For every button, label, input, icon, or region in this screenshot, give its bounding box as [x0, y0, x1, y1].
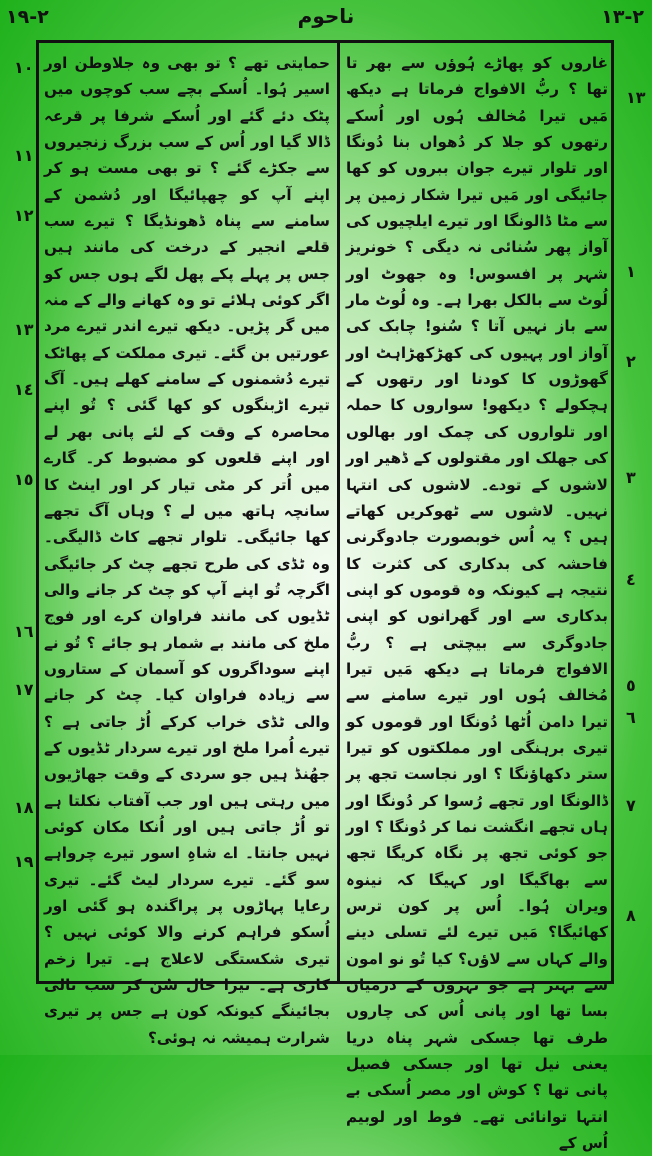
verse-number-left: ١٦ [14, 622, 34, 641]
verse-number-left: ١٣ [14, 320, 34, 339]
column-divider [337, 40, 340, 984]
verse-number-left: ١٠ [14, 58, 34, 77]
verse-number-left: ١٧ [14, 680, 34, 699]
left-column-text: حمایتی تھے ؟ تو بھی وہ جلاوطن اور اسیر ہُوا۔ اُسکے بچے سب کوچوں میں پٹک دئے گئے اور اُسکے شرفا پر قرعہ ڈالا گیا اور اُس کے سب بزرگ زنجیروں سے جکڑے گئے ؟ تو بھی مست ہو کر اپنے آپ کو چھپائیگا اور دُشمن کے سامنے سے پناہ ڈھونڈیگا ؟ تیرے سب قلعے انجیر کے درخت کی مانند ہیں جس پر پہلے پکے پھل لگے ہوں جس کو اگر کوئی ہلائے تو وہ کھانے والے کے منہ میں گر پڑیں۔ دیکھ تیرے اندر تیرے مرد عورتیں بن گئے۔ تیری مملکت کے پھاٹک تیرے دُشمنوں کے سامنے کھلے ہیں۔ آگ تیرے اڑبنگوں کو کھا گئی ؟ تُو اپنے محاصرہ کے وقت کے لئے پانی بھر لے اور اپنے قلعوں کو مضبوط کر۔ گارے میں اُتر کر مٹی تیار کر اور اینٹ کا سانچہ ہاتھ میں لے ؟ وہاں آگ تجھے کھا جائیگی۔ تلوار تجھے کاٹ ڈالیگی۔ وہ ٹڈی کی طرح تجھے چٹ کر جائیگی اگرچہ تُو اپنے آپ کو چٹ کر جانے والی ٹڈیوں کی مانند فراوان کرے اور فوج ملخ کی مانند بے شمار ہو جائے ؟ تُو نے اپنے سوداگروں کو آسمان کے ستاروں سے زیادہ فراوان کیا۔ چٹ کر جانے والی ٹڈی خراب کرکے اُڑ جاتی ہے ؟ تیرے اُمرا ملخ اور تیرے سردار ٹڈیوں کے جھُنڈ ہیں جو سردی کے وقت جھاڑیوں میں رہتی ہیں اور جب آفتاب نکلتا ہے تو اُڑ جاتی ہیں اور اُنکا مکان کوئی نہیں جانتا۔ اے شاہِ اسور تیرے چرواہے سو گئے۔ تیرے سردار لیٹ گئے۔ تیری رعایا پہاڑوں پر پراگندہ ہو گئی اور اُسکو فراہم کرنے والا کوئی نہیں ؟ تیری شکستگی لاعلاج ہے۔ تیرا زخم کاری ہے۔ تیرا حال سُن کر سب تالی بجائینگے کیونکہ کون ہے جس پر تیری شرارت ہمیشہ نہ ہوئی؟ [44, 54, 330, 1047]
verse-number-right: ٨ [626, 906, 636, 925]
verse-number-right: ٦ [626, 708, 636, 727]
verse-number-right: ٧ [626, 796, 636, 815]
verse-number-left: ١٥ [14, 470, 34, 489]
verse-number-right: ١٣ [626, 88, 646, 107]
verse-number-right: ٥ [626, 676, 636, 695]
verse-number-right: ٤ [626, 570, 636, 589]
verse-number-left: ١٨ [14, 798, 34, 817]
right-column [346, 50, 608, 1156]
verse-number-left: ١١ [14, 146, 34, 165]
verse-number-left: ١٢ [14, 206, 34, 225]
verse-number-left: ١٩ [14, 852, 34, 871]
verse-number-right: ١ [626, 262, 636, 281]
right-column-text: غاروں کو پھاڑے ہُوؤں سے بھر تا تھا ؟ ربُّ الافواج فرماتا ہے دیکھ مَیں تیرا مُخالف ہُوں اور اُسکے رتھوں کو جلا کر دُھواں بنا دُونگا اور تلوار تیرے جوان ببروں کو کھا جائیگی اور مَیں تیرا شکار زمین پر سے مٹا ڈالونگا اور تیرے ایلچیوں کی آواز پھر سُنائی نہ دیگی ؟ خونریز شہر پر افسوس! وہ جھوٹ اور لُوٹ سے بالکل بھرا ہے۔ وہ لُوٹ مار سے باز نہیں آتا ؟ سُنو! چابک کی آواز اور پہیوں کی کھڑکھڑاہٹ اور گھوڑوں کا کودنا اور رتھوں کے ہچکولے ؟ دیکھو! سواروں کا حملہ اور تلواروں کی چمک اور بھالوں کی جھلک اور مقتولوں کے ڈھیر اور لاشوں کے تودے۔ لاشوں کی انتہا نہیں۔ لاشوں سے ٹھوکریں کھاتے ہیں ؟ یہ اُس خوبصورت جادوگرنی فاحشہ کی بدکاری کی کثرت کا نتیجہ ہے کیونکہ وہ قوموں کو اپنی بدکاری سے اور گھرانوں کو اپنی جادوگری سے بیچتی ہے ؟ ربُّ الافواج فرماتا ہے دیکھ مَیں تیرا مُخالف ہُوں اور تیرے سامنے سے تیرا دامن اُٹھا دُونگا اور قوموں کو تیری برہنگی اور مملکتوں کو تیرا ستر دکھاؤنگا ؟ اور نجاست تجھ پر ڈالونگا اور تجھے رُسوا کر دُونگا اور ہاں تجھے انگشت نما کر دُونگا ؟ اور جو کوئی تجھ پر نگاہ کریگا تجھ سے بھاگیگا اور کہیگا کہ نینوہ ویران ہُوا۔ اُس پر کون ترس کھائیگا؟ مَیں تیرے لئے تسلی دینے والے کہاں سے لاؤں؟ کیا تُو نو امون سے بہتر ہے جو نہروں کے درمیان بسا تھا اور پانی اُس کی چاروں طرف تھا جسکی شہر پناہ دریا یعنی نیل تھا اور جسکی فصیل پانی تھا ؟ کوش اور مصر اُسکی بے انتہا توانائی تھے۔ فوط اور لوبیم اُس کے [346, 54, 608, 1153]
chapter-verse-ref-left: ٢-١٩ [6, 6, 49, 28]
chapter-verse-ref-right: ٢-١٣ [601, 6, 644, 28]
book-title: ناحوم [297, 4, 355, 28]
page-header [0, 0, 652, 36]
verse-number-right: ٢ [626, 352, 636, 371]
left-column [44, 50, 330, 1051]
verse-number-right: ٣ [626, 468, 636, 487]
verse-number-left: ١٤ [14, 380, 34, 399]
